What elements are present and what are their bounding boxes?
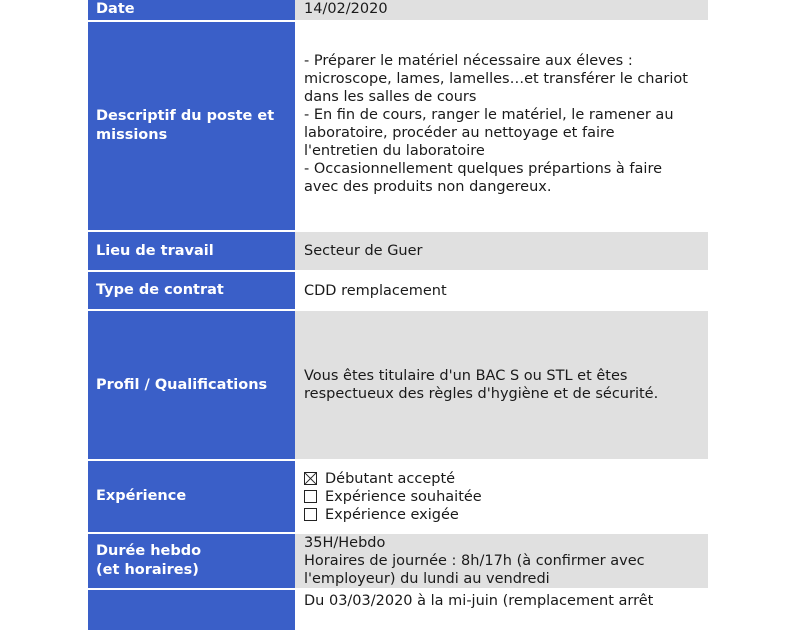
row-profil [88, 311, 708, 459]
checkbox-empty-icon[interactable] [304, 508, 317, 521]
row-descriptif [88, 22, 708, 230]
date-value: 14/02/2020 [295, 0, 708, 20]
contrat-value: CDD remplacement [295, 272, 708, 309]
row-experience [88, 461, 708, 532]
row-periode [88, 590, 708, 630]
lieu-label: Lieu de travail [88, 232, 295, 270]
duree-label: Durée hebdo (et horaires) [88, 534, 295, 588]
row-date [88, 0, 708, 20]
profil-label: Profil / Qualifications [88, 311, 295, 459]
row-lieu [88, 232, 708, 270]
checkbox-option[interactable]: Expérience souhaitée [304, 488, 482, 506]
checkbox-option[interactable]: Débutant accepté [304, 470, 482, 488]
periode-label [88, 590, 295, 630]
descriptif-label: Descriptif du poste et missions [88, 22, 295, 230]
row-contrat [88, 272, 708, 309]
experience-label: Expérience [88, 461, 295, 532]
checkbox-option[interactable]: Expérience exigée [304, 506, 482, 524]
experience-value [295, 461, 708, 532]
contrat-label: Type de contrat [88, 272, 295, 309]
checkbox-checked-icon[interactable] [304, 472, 317, 485]
date-label: Date [88, 0, 295, 20]
lieu-value: Secteur de Guer [295, 232, 708, 270]
duree-value: 35H/Hebdo Horaires de journée : 8h/17h (à confirmer avec l'employeur) du lundi au vendredi [295, 534, 708, 588]
checkbox-empty-icon[interactable] [304, 490, 317, 503]
row-duree [88, 534, 708, 588]
profil-value: Vous êtes titulaire d'un BAC S ou STL et êtes respectueux des règles d'hygiène et de sécurité. [295, 311, 708, 459]
periode-value: Du 03/03/2020 à la mi-juin (remplacement arrêt [295, 590, 708, 630]
descriptif-value: - Préparer le matériel nécessaire aux éleves : microscope, lames, lamelles…et transférer le chariot dans les salles de cours - En fin de cours, ranger le matériel, le ramener au laboratoire, procéder au nettoyage et faire l'entretien du laboratoire - Occasionnellement quelques prépartions à faire avec des produits non dangereux. [295, 22, 708, 230]
